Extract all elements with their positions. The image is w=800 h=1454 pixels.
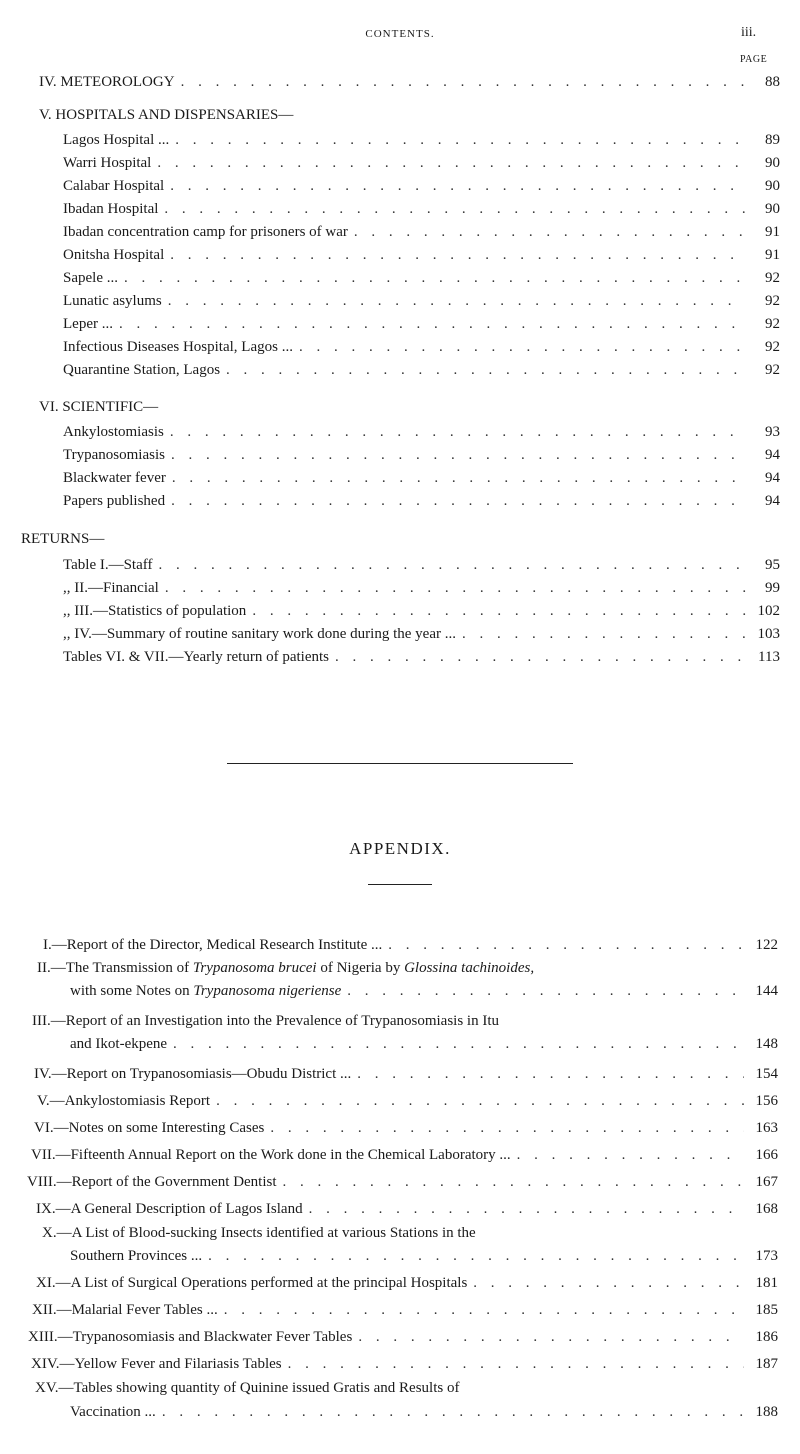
toc-entry[interactable] [63,359,780,381]
toc-entry[interactable] [63,421,780,443]
toc-entry[interactable] [63,577,780,599]
appendix-entry-label: I.—Report of the Director, Medical Research Institute ... [43,937,383,953]
appendix-entry-label-cont: with some Notes on Trypanosoma nigeriense [70,983,342,999]
appendix-entry-label-cont: Vaccination ... [70,1404,156,1420]
appendix-entry[interactable] [31,1144,778,1166]
leader-dots [113,313,746,335]
toc-entry-page: 94 [765,470,780,486]
appendix-entry-label: VII.—Fifteenth Annual Report on the Work done in the Chemical Laboratory ... [31,1147,511,1163]
toc-entry-page: 91 [765,224,780,240]
leader-dots [159,577,746,599]
toc-entry-label: Lagos Hospital ... [63,132,170,148]
toc-entry[interactable] [63,600,780,622]
toc-entry[interactable] [63,554,780,576]
leader-dots [156,1401,744,1423]
toc-entry-page: 88 [765,74,780,90]
page-column-label: PAGE [740,54,768,65]
appendix-entry-page: 167 [755,1174,778,1190]
leader-dots [293,336,746,358]
appendix-entry[interactable] [70,1245,778,1267]
toc-entry-label: Blackwater fever [63,470,166,486]
appendix-entry-label: XI.—A List of Surgical Operations performed at the principal Hospitals [36,1275,468,1291]
leader-dots [282,1353,744,1375]
appendix-entry-page: 148 [755,1036,778,1052]
toc-entry-page: 90 [765,178,780,194]
appendix-entry-page: 166 [755,1147,778,1163]
page-number: iii. [741,25,757,40]
leader-dots [165,490,746,512]
appendix-entry-page: 187 [755,1356,778,1372]
toc-entry-label: Quarantine Station, Lagos [63,362,221,378]
toc-entry-label: ,, IV.—Summary of routine sanitary work done during the year ... [63,626,456,642]
appendix-entry-page: 168 [755,1201,778,1217]
appendix-entry-label: VI.—Notes on some Interesting Cases [34,1120,265,1136]
appendix-entry[interactable] [27,1171,778,1193]
toc-entry-page: 94 [765,493,780,509]
leader-dots [166,467,746,489]
leader-dots [202,1245,744,1267]
toc-entry-page: 92 [765,293,780,309]
appendix-entry-label: XIV.—Yellow Fever and Filariasis Tables [31,1356,282,1372]
leader-dots [162,290,746,312]
leader-dots [329,646,746,668]
toc-entry[interactable] [63,129,780,151]
leader-dots [341,980,744,1002]
toc-entry-page: 91 [765,247,780,263]
leader-dots [264,1117,744,1139]
toc-entry-page: 92 [765,339,780,355]
toc-entry-meteorology[interactable] [39,71,780,93]
toc-entry-label: Lunatic asylums [63,293,162,309]
leader-dots [165,444,746,466]
toc-entry-label: ,, III.—Statistics of population [63,603,247,619]
toc-entry-label: ,, II.—Financial [63,580,159,596]
leader-dots [158,198,746,220]
toc-entry[interactable] [63,467,780,489]
leader-dots [467,1272,744,1294]
appendix-entry-label: XV.—Tables showing quantity of Quinine issued Gratis and Results of [35,1380,460,1396]
toc-entry-page: 92 [765,270,780,286]
toc-entry[interactable] [63,152,780,174]
leader-dots [277,1171,744,1193]
appendix-entry-page: 163 [755,1120,778,1136]
appendix-entry[interactable] [70,1033,778,1055]
leader-dots [348,221,746,243]
appendix-entry-label: VIII.—Report of the Government Dentist [27,1174,277,1190]
toc-entry-page: 92 [765,316,780,332]
section-heading-scientific: VI. SCIENTIFIC— [39,399,159,415]
toc-entry[interactable] [63,490,780,512]
appendix-entry-label: III.—Report of an Investigation into the Prevalence of Trypanosomiasis in Itu [32,1013,499,1029]
appendix-entry[interactable] [28,1326,778,1348]
toc-entry-label: Infectious Diseases Hospital, Lagos ... [63,339,293,355]
toc-entry-label: Leper ... [63,316,113,332]
appendix-entry-page: 188 [755,1404,778,1420]
appendix-entry-label: IV.—Report on Trypanosomiasis—Obudu District ... [34,1066,352,1082]
leader-dots [164,421,746,443]
appendix-entry[interactable] [43,934,778,956]
toc-entry[interactable] [63,267,780,289]
toc-entry-page: 94 [765,447,780,463]
appendix-entry-page: 181 [755,1275,778,1291]
toc-entry-page: 93 [765,424,780,440]
appendix-entry-page: 173 [755,1248,778,1264]
toc-entry-label: Ibadan concentration camp for prisoners of war [63,224,348,240]
page-header-title: CONTENTS. [365,28,435,40]
appendix-entry-label: XIII.—Trypanosomiasis and Blackwater Fever Tables [28,1329,353,1345]
appendix-title: APPENDIX. [349,839,451,858]
toc-entry-label: Ankylostomiasis [63,424,164,440]
appendix-entry[interactable] [36,1272,778,1294]
leader-dots [164,244,746,266]
toc-entry[interactable] [63,244,780,266]
toc-entry[interactable] [63,623,780,645]
toc-entry[interactable] [63,444,780,466]
toc-entry-label: Warri Hospital [63,155,152,171]
toc-entry[interactable] [63,290,780,312]
toc-entry-page: 90 [765,201,780,217]
toc-entry-label: Tables VI. & VII.—Yearly return of patients [63,649,329,665]
toc-entry-label: Trypanosomiasis [63,447,165,463]
toc-entry-page: 92 [765,362,780,378]
toc-entry[interactable] [63,175,780,197]
leader-dots [220,359,746,381]
toc-entry[interactable] [63,646,780,668]
toc-entry-label: Onitsha Hospital [63,247,165,263]
toc-entry-page: 102 [757,603,780,619]
divider-short-rule [368,884,432,885]
appendix-entry-label: V.—Ankylostomiasis Report [37,1093,211,1109]
leader-dots [118,267,746,289]
toc-entry-label: Sapele ... [63,270,118,286]
appendix-entry[interactable] [32,1299,778,1321]
toc-entry[interactable] [63,221,780,243]
toc-entry[interactable] [63,198,780,220]
leader-dots [511,1144,744,1166]
appendix-entry-page: 122 [755,937,778,953]
appendix-entry-label: IX.—A General Description of Lagos Island [36,1201,303,1217]
appendix-entry-label: II.—The Transmission of Trypanosoma brucei of Nigeria by Glossina tachinoides, [37,960,535,976]
appendix-entry-label: XII.—Malarial Fever Tables ... [32,1302,218,1318]
leader-dots [167,1033,744,1055]
appendix-entry-page: 186 [755,1329,778,1345]
toc-entry-label: Papers published [63,493,166,509]
toc-entry-page: 113 [758,649,780,665]
toc-entry-page: 90 [765,155,780,171]
appendix-entry[interactable] [37,1090,778,1112]
toc-entry[interactable] [63,336,780,358]
toc-entry-page: 95 [765,557,780,573]
toc-entry-label: Ibadan Hospital [63,201,159,217]
toc-entry-page: 103 [757,626,780,642]
appendix-entry[interactable] [70,1401,778,1423]
toc-entry-page: 89 [765,132,780,148]
toc-entry-label: Calabar Hospital [63,178,165,194]
leader-dots [169,129,746,151]
appendix-entry[interactable] [34,1117,778,1139]
appendix-entry[interactable] [36,1198,778,1220]
appendix-entry-page: 156 [755,1093,778,1109]
appendix-entry-label-cont: and Ikot-ekpene [70,1036,168,1052]
leader-dots [382,934,744,956]
leader-dots [164,175,746,197]
appendix-entry[interactable] [34,1063,778,1085]
appendix-entry[interactable] [31,1353,778,1375]
toc-entry-label: Table I.—Staff [63,557,153,573]
toc-entry-page: 99 [765,580,780,596]
leader-dots [351,1063,744,1085]
appendix-entry-label: X.—A List of Blood-sucking Insects identified at various Stations in the [42,1225,476,1241]
appendix-entry-page: 144 [755,983,778,999]
leader-dots [151,152,746,174]
leader-dots [152,554,746,576]
divider-rule [227,763,573,764]
leader-dots [303,1198,744,1220]
appendix-entry-label-cont: Southern Provinces ... [70,1248,203,1264]
appendix-entry-page: 154 [755,1066,778,1082]
leader-dots [210,1090,744,1112]
toc-entry-label: IV. METEOROLOGY [39,74,175,90]
leader-dots [175,71,746,93]
leader-dots [218,1299,744,1321]
toc-entry[interactable] [63,313,780,335]
leader-dots [352,1326,744,1348]
appendix-entry-page: 185 [755,1302,778,1318]
leader-dots [246,600,746,622]
section-heading-hospitals: V. HOSPITALS AND DISPENSARIES— [39,107,294,123]
section-heading-returns: RETURNS— [21,531,105,547]
leader-dots [456,623,746,645]
appendix-entry[interactable] [70,980,778,1002]
